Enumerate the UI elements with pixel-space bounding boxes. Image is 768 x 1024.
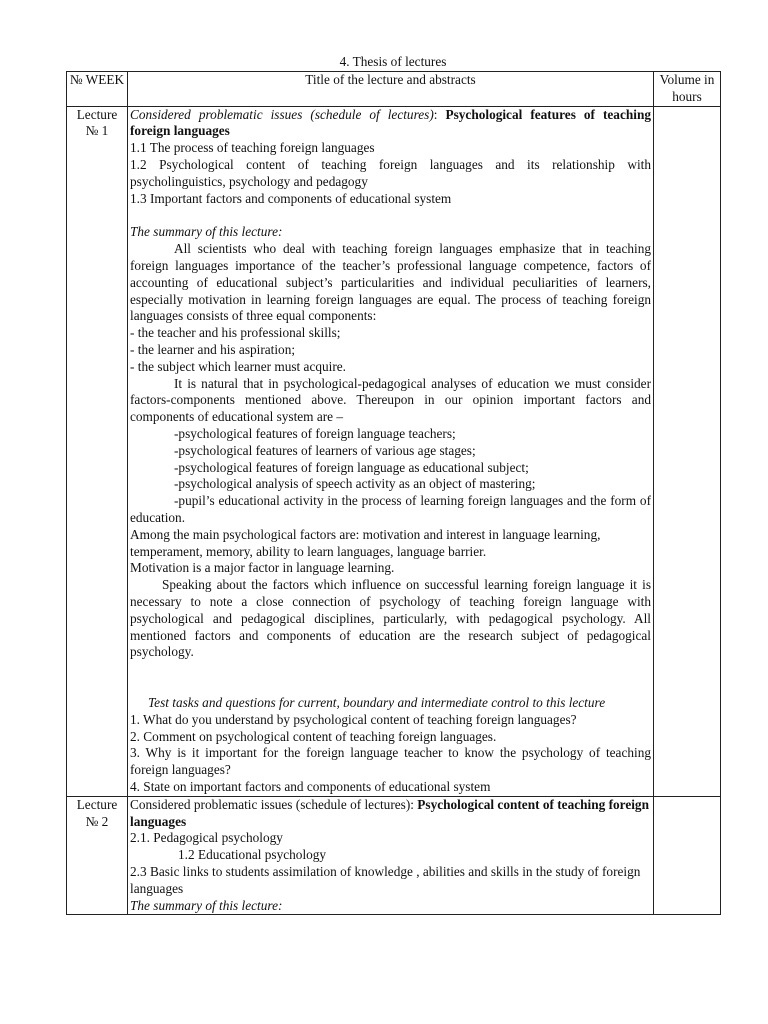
lecture-1-dash-item: - the learner and his aspiration;	[130, 341, 296, 357]
lecture-2-item: 1.2 Educational psychology	[178, 847, 327, 863]
lecture-1-test-label: Test tasks and questions for current, boundary and intermediate control to this lecture	[148, 695, 606, 711]
lecture-2-item: 2.3 Basic links to students assimilation of knowledge , abilities and skills in the study of foreign languages	[130, 864, 641, 896]
lecture-2-content	[128, 796, 654, 915]
table-row	[67, 106, 721, 796]
lecture-1-question: 4. State on important factors and components of educational system	[130, 779, 491, 795]
lecture-1-content	[128, 106, 654, 796]
lecture-1-item: 1.3 Important factors and components of educational system	[130, 190, 452, 206]
table-header-row	[67, 72, 721, 107]
lecture-1-title: Psychological features of teaching foreign languages	[130, 106, 651, 139]
lecture-1-para: It is natural that in psychological-pedagogical analyses of education we must consider factors-components mentioned above. Thereupon in our opinion important factors and components of educational system are –	[130, 375, 651, 425]
lecture-1-item: 1.1 The process of teaching foreign languages	[130, 140, 375, 156]
lecture-2-hours	[654, 796, 721, 915]
lecture-1-issues-colon: :	[433, 106, 446, 122]
header-week: № WEEK	[67, 72, 128, 107]
lecture-2-issues: Considered problematic issues (schedule of lectures):	[130, 796, 418, 812]
lecture-1-question: 1. What do you understand by psychological content of teaching foreign languages?	[130, 711, 577, 727]
lecture-1-factor: -psychological features of foreign language as educational subject;	[174, 459, 529, 475]
document-title: 4. Thesis of lectures	[339, 54, 447, 69]
lecture-1-factor: -psychological analysis of speech activity as an object of mastering;	[174, 476, 536, 492]
lecture-1-question: 3. Why is it important for the foreign language teacher to know the psychology of teaching foreign languages?	[130, 745, 651, 778]
document-page	[66, 54, 720, 915]
lecture-1-para: All scientists who deal with teaching foreign languages emphasize that in teaching foreign languages importance of the teacher’s professional language competence, factors of accounting of educational subject’s particularities and individual peculiarities of learners, especially motivation in learning foreign languages are equal. The process of teaching foreign languages consists of three equal components:	[130, 241, 651, 324]
lecture-2-heading	[130, 797, 651, 831]
lecture-1-para: Speaking about the factors which influence on successful learning foreign language it is necessary to note a close connection of psychology of teaching foreign language with psychological and pedagogical disciplines, particularly, with pedagogical psychology. All mentioned factors and components of education are the research subject of pedagogical psychology.	[130, 577, 651, 660]
lecture-1-summary-label: The summary of this lecture:	[130, 224, 283, 240]
lecture-1-heading	[130, 107, 651, 141]
lecture-1-factor: -psychological features of learners of various age stages;	[174, 442, 476, 458]
lecture-2-summary-label: The summary of this lecture:	[130, 897, 283, 913]
lecture-1-week: Lecture № 1	[67, 106, 128, 796]
lecture-2-item: 2.1. Pedagogical psychology	[130, 830, 283, 846]
header-title: Title of the lecture and abstracts	[128, 72, 654, 107]
lecture-1-para: Motivation is a major factor in language learning.	[130, 560, 395, 576]
lecture-1-dash-item: - the teacher and his professional skills;	[130, 325, 341, 341]
lecture-1-para: Among the main psychological factors are: motivation and interest in language learning, temperament, memory, ability to learn languages, language barrier.	[130, 526, 601, 559]
lecture-2-title: Psychological content of teaching foreign languages	[130, 796, 649, 829]
lectures-table	[66, 71, 721, 915]
lecture-1-item: 1.2 Psychological content of teaching foreign languages and its relationship with psycholinguistics, psychology and pedagogy	[130, 156, 651, 189]
lecture-1-dash-item: - the subject which learner must acquire.	[130, 358, 346, 374]
lecture-1-hours	[654, 106, 721, 796]
lecture-1-question: 2. Comment on psychological content of teaching foreign languages.	[130, 728, 497, 744]
lecture-1-factor: -pupil’s educational activity in the process of learning foreign languages and the form of education.	[130, 493, 651, 525]
table-row	[67, 796, 721, 915]
header-volume: Volume in hours	[654, 72, 721, 107]
lecture-1-issues: Considered problematic issues (schedule of lectures)	[130, 106, 434, 122]
lecture-1-factor: -psychological features of foreign language teachers;	[174, 425, 456, 441]
lecture-2-week: Lecture № 2	[67, 796, 128, 915]
